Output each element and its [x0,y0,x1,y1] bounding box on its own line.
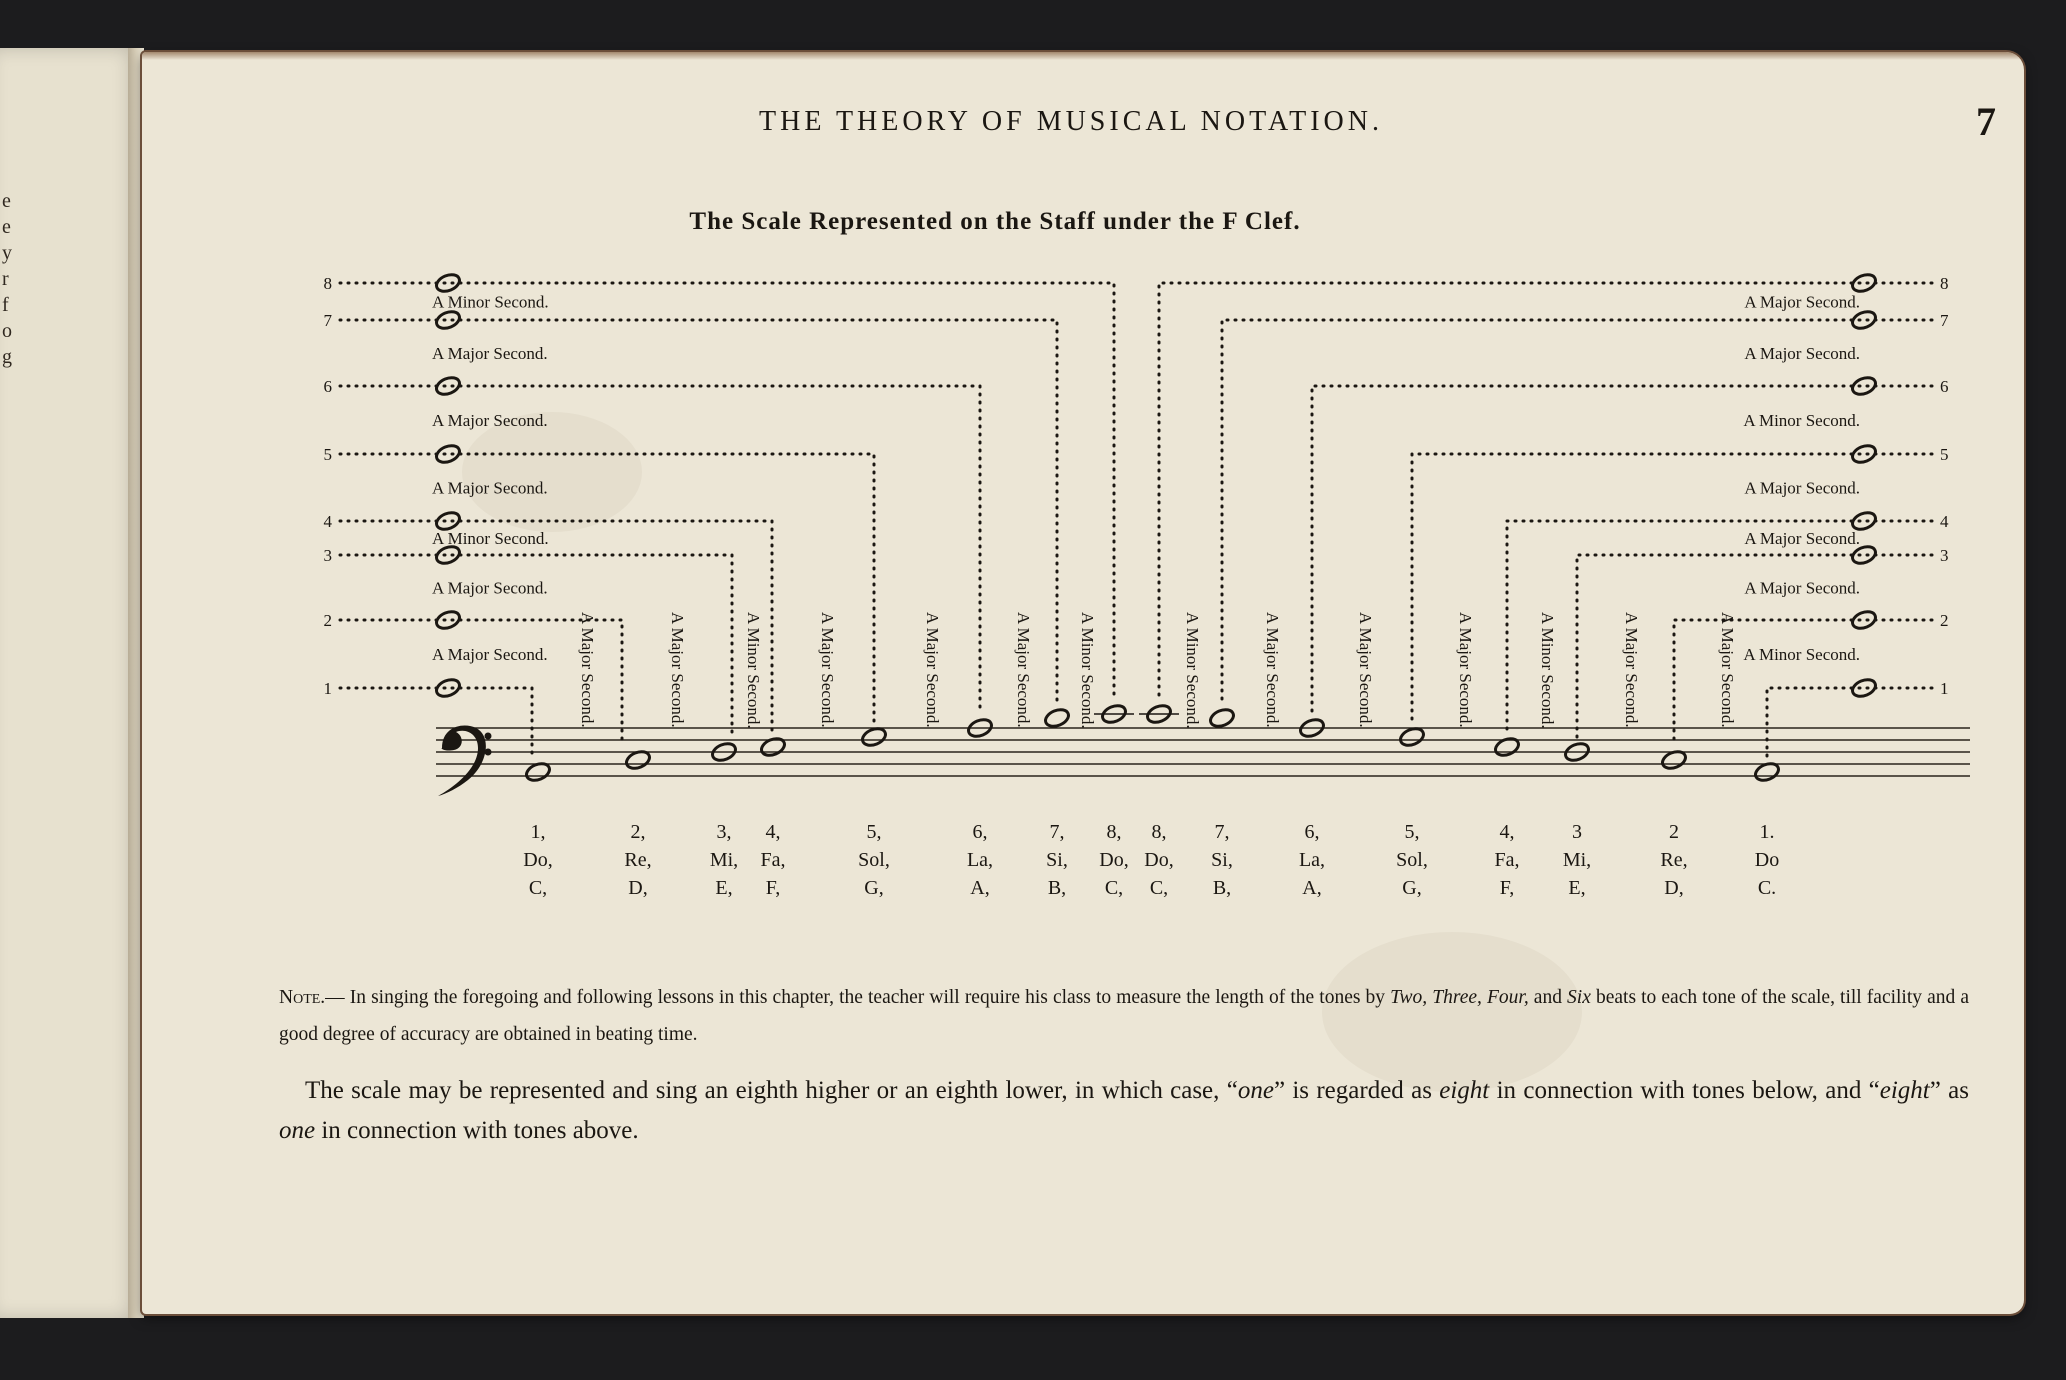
f-clef-icon [438,725,492,796]
note-syllable: Sol, [858,849,890,871]
rung-number-left: 8 [323,274,332,293]
note-syllable: Mi, [709,849,739,871]
rung-note-right [1850,272,1878,295]
note-number: 7, [1214,821,1230,843]
note-number: 4, [765,821,781,843]
note-syllable: Si, [1211,849,1233,871]
connector-line-ascending [340,521,772,733]
note-head-outline [1850,272,1878,295]
note-head-outline [1850,677,1878,700]
note-syllable: Sol, [1396,849,1428,871]
rung-number-right: 1 [1940,679,1949,698]
note-letter: C, [1149,877,1169,899]
note-letter: A, [970,877,990,899]
rung-number-left: 5 [323,445,332,464]
rung-note-left [434,375,462,398]
teaching-note [279,979,1969,1053]
interval-label-descending: A Major Second. [1744,529,1860,548]
note-head-outline [434,272,462,295]
rung-note-left [434,609,462,632]
vertical-interval-label: A Minor Second. [1183,612,1202,729]
note-syllable: Re, [624,849,652,871]
note-head-outline [860,726,888,749]
note-letter: D, [1664,877,1684,899]
left-page-edge [0,48,140,1318]
vertical-interval-label: A Major Second. [1456,612,1475,728]
connector-line-ascending [340,454,874,723]
body-emphasis: one [279,1117,316,1144]
body-text-run: ” as [1929,1077,1970,1104]
note-text: — In singing the foregoing and following lessons in this chapter, the teacher will require his class to measure the length of the tones by [325,987,1391,1008]
note-head-outline [1850,443,1878,466]
interval-label-ascending: A Major Second. [432,344,548,363]
note-syllable: Fa, [1494,849,1520,871]
rung-note-left [434,309,462,332]
left-page-letter: r [2,268,9,290]
vertical-interval-label: A Major Second. [1014,612,1033,728]
rung-note-right [1850,677,1878,700]
interval-label-ascending: A Major Second. [432,478,548,498]
body-text-run: in connection with tones below, and “ [1489,1077,1880,1104]
rung-number-right: 4 [1940,512,1949,531]
left-page-letter: y [2,242,12,264]
note-number: 3, [716,821,732,843]
note-letter: C, [1104,877,1124,899]
running-head: THE THEORY OF MUSICAL NOTATION. [759,106,1383,137]
note-head-outline [1850,375,1878,398]
note-number: 6, [972,821,988,843]
rung-number-right: 5 [1940,445,1949,464]
connector-line-descending [1312,386,1932,714]
vertical-interval-label: A Major Second. [1622,612,1641,728]
note-head-outline [1850,309,1878,332]
note-letter: D, [628,877,648,899]
staff-note [759,736,787,759]
rung-note-left [434,443,462,466]
rung-number-left: 3 [323,546,332,565]
staff-note [1208,707,1236,730]
note-letter: B, [1047,877,1067,899]
rung-number-right: 7 [1940,311,1949,330]
left-page-letter: e [2,216,11,238]
connector-line-descending [1767,688,1932,758]
note-number: 8, [1151,821,1167,843]
note-syllable: Mi, [1562,849,1592,871]
rung-number-left: 6 [323,377,332,396]
f-clef-dot [485,733,492,740]
left-page-letter: e [2,190,11,212]
interval-label-ascending: A Minor Second. [432,529,549,548]
note-head-outline [1398,726,1426,749]
note-head-outline [1043,707,1071,730]
note-names [523,821,1779,899]
vertical-interval-label: A Major Second. [1263,612,1282,728]
book-page [142,52,2024,1314]
note-letter: A, [1302,877,1322,899]
staff-note [1043,707,1071,730]
f-clef-body [438,725,486,796]
left-page-letter: f [2,294,9,316]
note-letter: F, [1499,877,1515,899]
rung-number-left: 1 [323,679,332,698]
body-emphasis: eight [1439,1077,1490,1104]
rung-note-right [1850,309,1878,332]
note-syllable: La, [1298,849,1326,871]
body-emphasis: eight [1879,1077,1930,1104]
note-head-outline [759,736,787,759]
interval-labels [324,274,1950,729]
connector-line-descending [1674,620,1932,746]
note-head-outline [1208,707,1236,730]
note-number: 8, [1106,821,1122,843]
note-syllable: Do, [1099,849,1129,871]
note-beats: Six [1567,987,1591,1008]
note-head-outline [434,443,462,466]
rung-note-right [1850,375,1878,398]
note-text: beats to each tone of the scale, till facility and a good degree of accuracy are obtained in beating time. [279,987,1970,1045]
body-text-run: The scale may be represented and sing an eighth higher or an eighth lower, in which case, “ [305,1077,1238,1104]
vertical-interval-label: A Major Second. [1356,612,1375,728]
rung-note-left [434,677,462,700]
note-number: 1. [1759,821,1775,843]
rung-number-left: 2 [323,611,332,630]
note-text: and [1528,987,1568,1008]
note-label: Note. [279,987,326,1008]
vertical-interval-label: A Major Second. [818,612,837,728]
interval-label-descending: A Major Second. [1744,478,1860,498]
body-text-run: in connection with tones above. [315,1117,639,1144]
staff-note [1493,736,1521,759]
staff-note [1398,726,1426,749]
connector-line-ascending [340,386,980,714]
vertical-interval-label: A Major Second. [578,612,597,728]
connector-line-ascending [340,688,532,758]
body-paragraph [279,1071,1969,1151]
interval-label-ascending: A Major Second. [432,578,548,598]
note-number: 1, [530,821,546,843]
rung-number-right: 8 [1940,274,1949,293]
rung-note-right [1850,443,1878,466]
left-page-letter: o [2,320,12,342]
note-letter: G, [864,877,884,899]
vertical-interval-label: A Minor Second. [744,612,763,729]
left-page-letter: g [2,346,12,368]
interval-label-descending: A Minor Second. [1743,645,1860,664]
rung-number-left: 7 [323,311,332,330]
note-number: 2 [1669,821,1679,843]
note-beats: Two, Three, Four, [1390,987,1529,1008]
note-syllable: Fa, [760,849,786,871]
note-number: 4, [1499,821,1515,843]
note-syllable: La, [966,849,994,871]
interval-label-descending: A Minor Second. [1743,411,1860,430]
interval-label-descending: A Major Second. [1744,292,1860,312]
vertical-interval-label: A Minor Second. [1078,612,1097,729]
note-syllable: Do, [1144,849,1174,871]
note-letter: F, [765,877,781,899]
note-number: 6, [1304,821,1320,843]
interval-label-descending: A Major Second. [1744,344,1860,363]
page-number: 7 [1976,99,1996,144]
interval-label-ascending: A Major Second. [432,645,548,664]
note-letter: C, [528,877,548,899]
note-number: 2, [630,821,646,843]
staff-note [860,726,888,749]
note-letter: E, [715,877,733,899]
note-head-outline [434,677,462,700]
interval-label-ascending: A Minor Second. [432,292,549,312]
note-head-outline [434,375,462,398]
note-number: 7, [1049,821,1065,843]
note-head-outline [1850,609,1878,632]
rung-number-right: 2 [1940,611,1949,630]
body-emphasis: one [1237,1077,1274,1104]
note-head-outline [434,309,462,332]
rung-number-right: 6 [1940,377,1949,396]
note-head-outline [1493,736,1521,759]
note-letter: C. [1757,877,1777,899]
vertical-interval-label: A Major Second. [1718,612,1737,728]
rung-number-left: 4 [323,512,332,531]
note-letter: E, [1568,877,1586,899]
vertical-interval-label: A Major Second. [668,612,687,728]
f-clef-dot [485,749,492,756]
note-letter: G, [1402,877,1422,899]
interval-label-ascending: A Major Second. [432,411,548,430]
note-letter: B, [1212,877,1232,899]
note-number: 5, [1404,821,1420,843]
body-text-run: ” is regarded as [1273,1077,1440,1104]
interval-label-descending: A Major Second. [1744,578,1860,598]
rung-note-left [434,272,462,295]
notes [434,272,1878,784]
staff [436,728,1970,776]
rung-note-right [1850,609,1878,632]
note-syllable: Re, [1660,849,1688,871]
note-head-outline [434,609,462,632]
rung-number-right: 3 [1940,546,1949,565]
diagram-title: The Scale Represented on the Staff under the F Clef. [689,208,1301,235]
note-syllable: Do, [523,849,553,871]
vertical-interval-label: A Minor Second. [1538,612,1557,729]
note-syllable: Do [1754,849,1780,871]
note-number: 3 [1572,821,1582,843]
scale-staff-diagram [142,52,2024,952]
vertical-interval-label: A Major Second. [923,612,942,728]
note-syllable: Si, [1046,849,1068,871]
note-number: 5, [866,821,882,843]
